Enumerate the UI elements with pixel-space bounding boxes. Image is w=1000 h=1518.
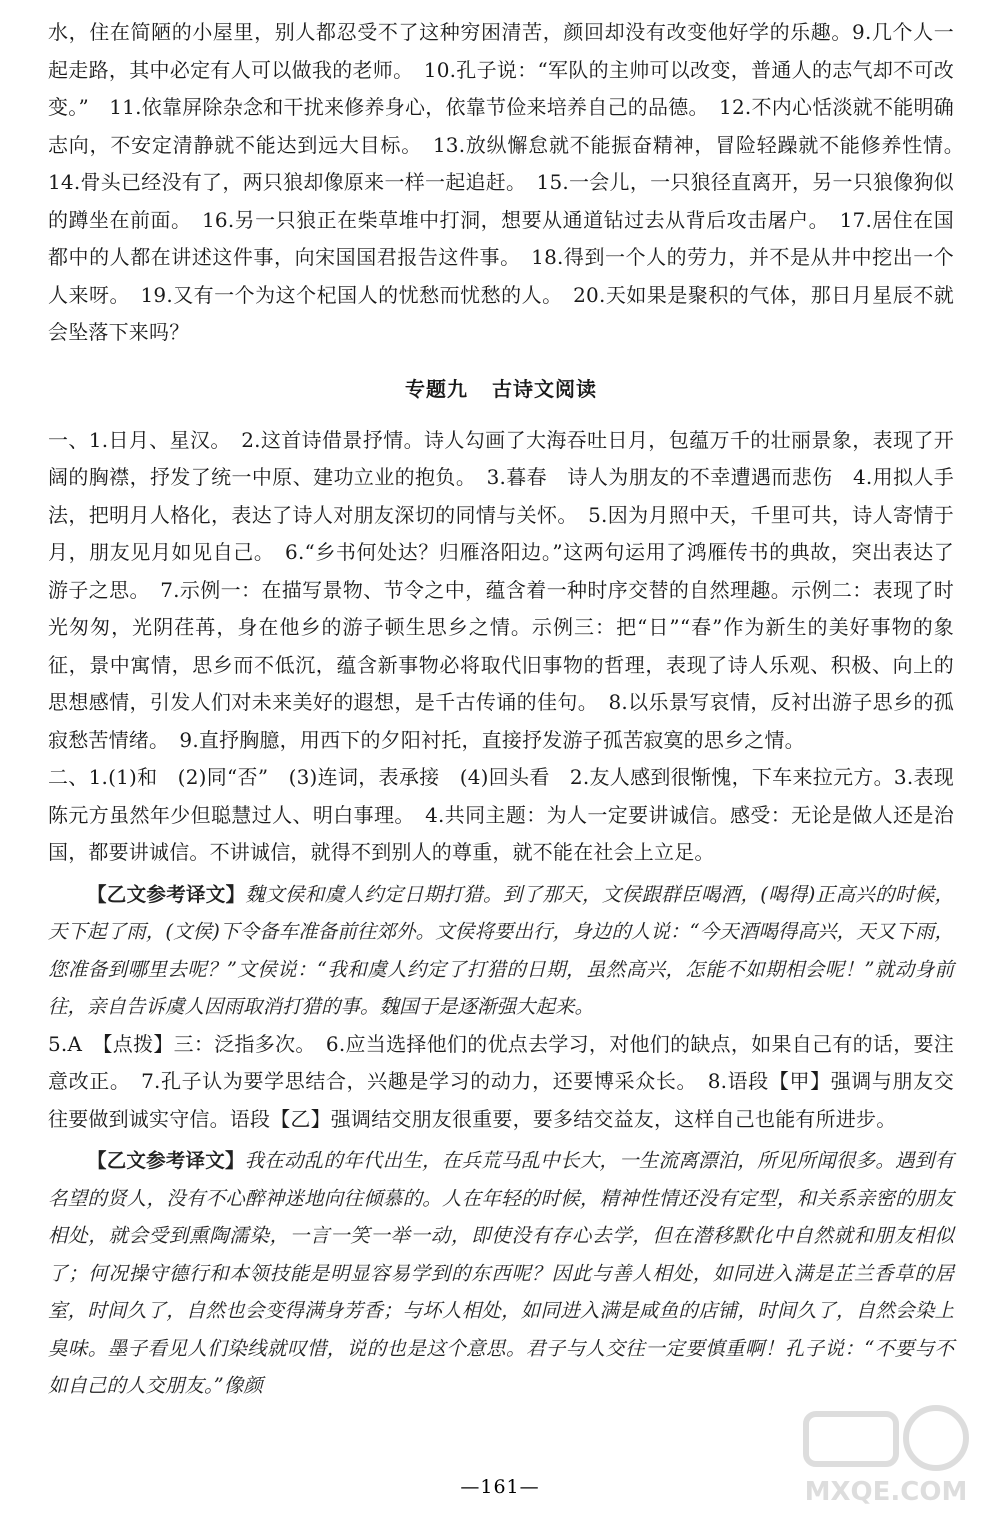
translation-paragraph-2 — [48, 1142, 954, 1405]
answer-part-3: 5.A 【点拨】三：泛指多次。 6.应当选择他们的优点去学习，对他们的缺点，如果自己有的话，要注意改正。 7.孔子认为要学思结合，兴趣是学习的动力，还要博采众长。 8.语段【甲】强调与朋友交往要做到诚实守信。语段【乙】强调结交朋友很重要，要多结交益友，这样自己也能有所进步。 — [48, 1031, 954, 1131]
answer-part-1: 一、1.日月、星汉。 2.这首诗借景抒情。诗人勾画了大海吞吐日月，包蕴万千的壮丽景象，表现了开阔的胸襟，抒发了统一中原、建功立业的抱负。 3.暮春 诗人为朋友的不幸遭遇而悲伤 4.用拟人手法，把明月人格化，表达了诗人对朋友深切的同情与关怀。 5.因为月照中天，千里可共，诗人寄情于月，朋友见月如见自己。 6.“乡书何处达？归雁洛阳边。”这两句运用了鸿雁传书的典故，突出表达了游子之思。 7.示例一：在描写景物、节令之中，蕴含着一种时序交替的自然理趣。示例二：表现了时光匆匆，光阴荏苒，身在他乡的游子顿生思乡之情。示例三：把“日”“春”作为新生的美好事物的象征，景中寓情，思乡而不低沉，蕴含新事物必将取代旧事物的哲理，表现了诗人乐观、积极、向上的思想感情，引发人们对未来美好的遐想，是千古传诵的佳句。 8.以乐景写哀情，反衬出游子思乡的孤寂愁苦情绪。 9.直抒胸臆，用西下的夕阳衬托，直接抒发游子孤苦寂寞的思乡之情。 — [48, 427, 954, 752]
page-number: —161— — [460, 1476, 540, 1498]
translation-text-2: 我在动乱的年代出生，在兵荒马乱中长大，一生流离漂泊，所见所闻很多。遇到有名望的贤人，没有不心醉神迷地向往倾慕的。人在年轻的时候，精神性情还没有定型，和关系亲密的朋友相处，就会受到熏陶濡染，一言一笑一举一动，即使没有存心去学，但在潜移默化中自然就和朋友相似了；何况操守德行和本领技能是明显容易学到的东西呢？因此与善人相处，如同进入满是芷兰香草的居室，时间久了，自然也会变得满身芳香；与坏人相处，如同进入满是咸鱼的店铺，时间久了，自然会染上臭味。墨子看见人们染线就叹惜，说的也是这个意思。君子与人交往一定要慎重啊！孔子说：“不要与不如自己的人交朋友。”像颜 — [48, 1149, 954, 1397]
svg-text:MXQE.COM: MXQE.COM — [804, 1477, 968, 1507]
translation-tag-2: 【乙文参考译文】 — [87, 1149, 245, 1172]
translation-text-1: 魏文侯和虞人约定日期打猎。到了那天，文侯跟群臣喝酒，(喝得)正高兴的时候，天下起了雨，(文侯)下令备车准备前往郊外。文侯将要出行，身边的人说：“今天酒喝得高兴，天又下雨，您准备到哪里去呢？”文侯说：“我和虞人约定了打猎的日期，虽然高兴，怎能不如期相会呢！”就动身前往，亲自告诉虞人因雨取消打猎的事。魏国于是逐渐强大起来。 — [48, 882, 954, 1018]
section-title-name: 古诗文阅读 — [492, 376, 597, 401]
section-title-number: 专题九 — [405, 376, 468, 401]
translation-tag-1: 【乙文参考译文】 — [87, 882, 246, 906]
translation-paragraph-1 — [48, 876, 954, 1026]
answer-paragraph-1: 水，住在简陋的小屋里，别人都忍受不了这种穷困清苦，颜回却没有改变他好学的乐趣。9.几个人一起走路，其中必定有人可以做我的老师。 10.孔子说：“军队的主帅可以改变，普通人的志气却不可改变。” 11.依靠屏除杂念和干扰来修养身心，依靠节俭来培养自己的品德。 12.不内心恬淡就不能明确志向，不安定清静就不能达到远大目标。 13.放纵懈怠就不能振奋精神，冒险轻躁就不能修养性情。 14.骨头已经没有了，两只狼却像原来一样一起追赶。 15.一会儿，一只狼径直离开，另一只狼像狗似的蹲坐在前面。 16.另一只狼正在柴草堆中打洞，想要从通道钻过去从背后攻击屠户。 17.居住在国都中的人都在讲述这件事，向宋国国君报告这件事。 18.得到一个人的劳力，并不是从井中挖出一个人来呀。 19.又有一个为这个杞国人的忧愁而忧愁的人。 20.天如果是聚积的气体，那日月星辰不就会坠落下来吗？ — [48, 20, 975, 344]
section-title — [48, 374, 954, 404]
answer-part-2: 二、1.(1)和 (2)同“否” (3)连词，表承接 (4)回头看 2.友人感到很惭愧，下车来拉元方。3.表现陈元方虽然年少但聪慧过人、明白事理。 4.共同主题：为人一定要讲诚信。感受：无论是做人还是治国，都要讲诚信。不讲诚信，就得不到别人的尊重，就不能在社会上立足。 — [48, 765, 954, 864]
